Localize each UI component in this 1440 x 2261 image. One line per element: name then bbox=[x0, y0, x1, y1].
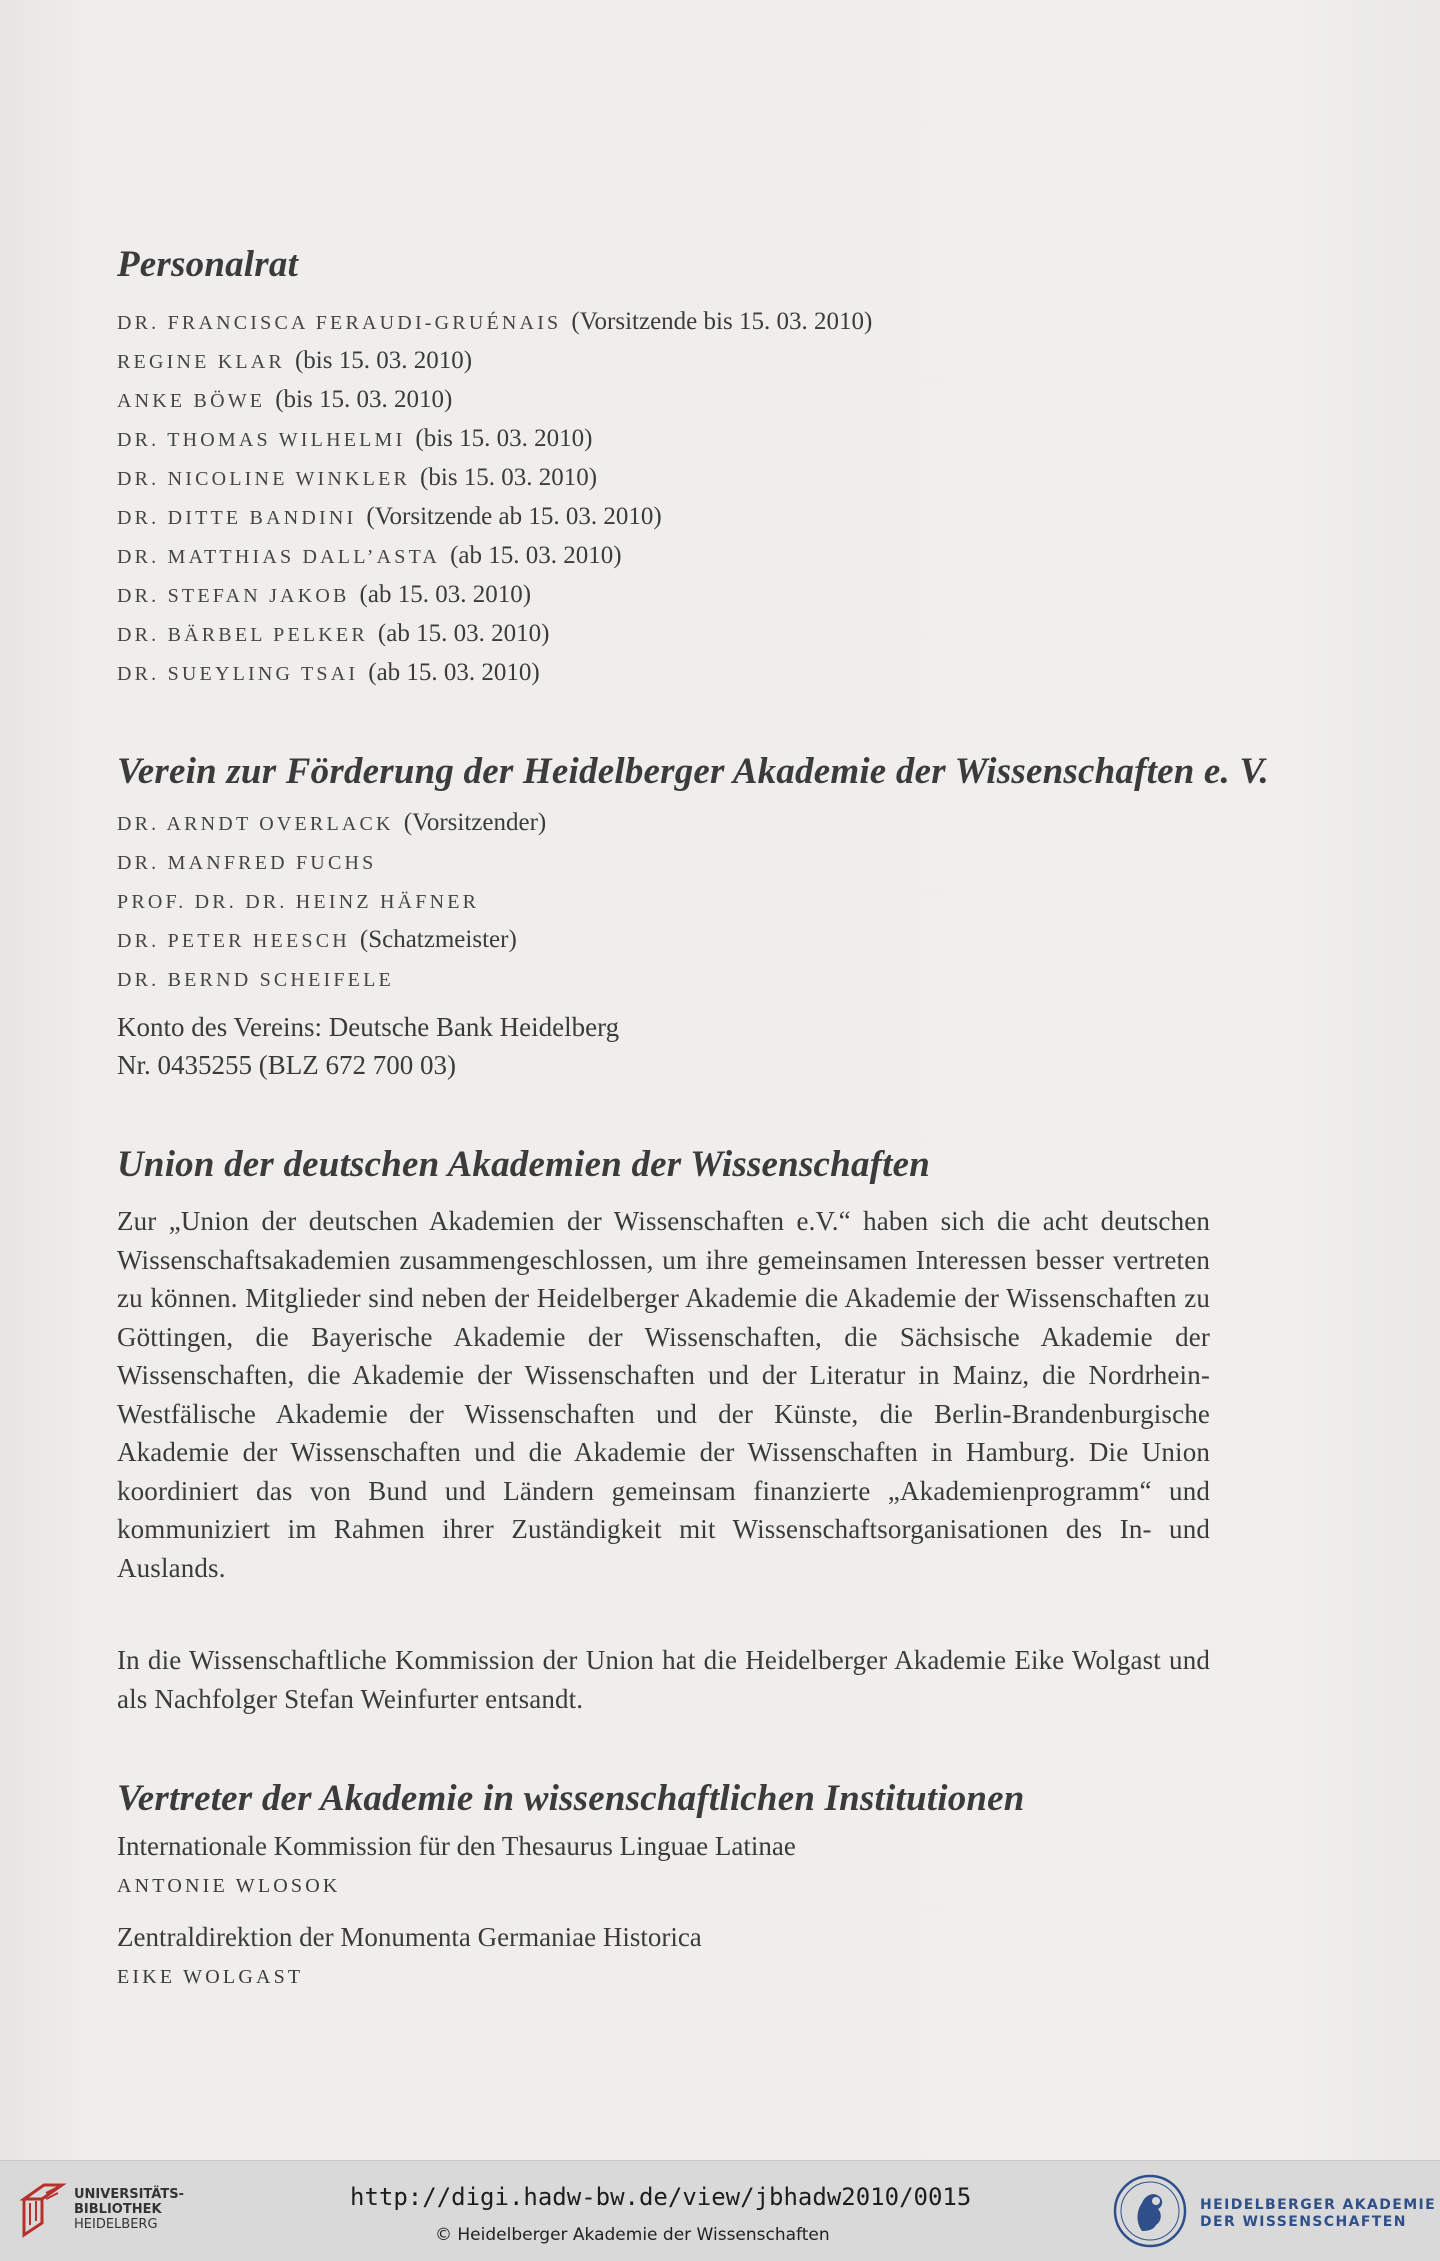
section-title-union: Union der deutschen Akademien der Wissenschaften bbox=[117, 1144, 931, 1185]
member-name: ANKE BÖWE bbox=[117, 390, 266, 412]
member-note: (bis 15. 03. 2010) bbox=[294, 347, 473, 374]
verein-member-list bbox=[117, 803, 546, 998]
list-item bbox=[117, 842, 546, 881]
academy-seal-icon bbox=[1112, 2173, 1188, 2249]
personalrat-member-list bbox=[117, 302, 872, 692]
university-library-logo[interactable] bbox=[18, 2175, 184, 2245]
list-item bbox=[117, 959, 546, 998]
union-paragraph-delegates: In die Wissenschaftliche Kommission der Union hat die Heidelberger Akademie Eike Wolgast und als Nachfolger Stefan Weinfurter entsandt. bbox=[117, 1645, 1210, 1714]
member-name: DR. STEFAN JAKOB bbox=[117, 585, 350, 607]
section-title-personalrat: Personalrat bbox=[117, 244, 299, 285]
list-item bbox=[117, 653, 872, 692]
library-logo-line: BIBLIOTHEK bbox=[74, 2202, 162, 2217]
member-name: DR. BERND SCHEIFELE bbox=[117, 969, 394, 991]
section-title-verein: Verein zur Förderung der Heidelberger Akademie der Wissenschaften e. V. bbox=[117, 751, 1270, 792]
library-logo-icon bbox=[18, 2179, 68, 2241]
member-name: DR. BÄRBEL PELKER bbox=[117, 624, 368, 646]
list-item bbox=[117, 881, 546, 920]
member-name: DR. MATTHIAS DALL’ASTA bbox=[117, 546, 441, 568]
viewer-footer bbox=[0, 2160, 1440, 2261]
member-name: DR. THOMAS WILHELMI bbox=[117, 429, 406, 451]
member-note: (ab 15. 03. 2010) bbox=[450, 542, 622, 569]
konto-number-line: Nr. 0435255 (BLZ 672 700 03) bbox=[117, 1050, 456, 1080]
member-note: (bis 15. 03. 2010) bbox=[420, 464, 598, 491]
member-name: DR. FRANCISCA FERAUDI-GRUÉNAIS bbox=[117, 312, 562, 334]
member-name: REGINE KLAR bbox=[117, 351, 285, 373]
member-note: (Vorsitzende bis 15. 03. 2010) bbox=[571, 308, 873, 335]
member-name: DR. DITTE BANDINI bbox=[117, 507, 357, 529]
list-item bbox=[117, 380, 872, 419]
member-note: (bis 15. 03. 2010) bbox=[275, 386, 453, 413]
member-note: (bis 15. 03. 2010) bbox=[415, 425, 593, 452]
academy-logo-line: DER WISSENSCHAFTEN bbox=[1200, 2214, 1407, 2230]
member-note: (ab 15. 03. 2010) bbox=[359, 581, 532, 608]
list-item bbox=[117, 803, 546, 842]
list-item bbox=[117, 302, 872, 341]
institution-name: Zentraldirektion der Monumenta Germaniae Historica bbox=[117, 1922, 702, 1952]
member-note: (ab 15. 03. 2010) bbox=[377, 620, 550, 647]
member-note: (Vorsitzender) bbox=[403, 809, 547, 836]
representative-name: ANTONIE WLOSOK bbox=[117, 1875, 341, 1897]
member-name: DR. PETER HEESCH bbox=[117, 930, 350, 952]
list-item bbox=[117, 419, 872, 458]
member-note: (Vorsitzende ab 15. 03. 2010) bbox=[366, 503, 662, 530]
member-name: DR. NICOLINE WINKLER bbox=[117, 468, 411, 490]
list-item bbox=[117, 458, 872, 497]
member-name: DR. MANFRED FUCHS bbox=[117, 852, 377, 874]
member-name: DR. ARNDT OVERLACK bbox=[117, 813, 394, 835]
list-item bbox=[117, 575, 872, 614]
list-item bbox=[117, 614, 872, 653]
permalink-url[interactable]: http://digi.hadw-bw.de/view/jbhadw2010/0015 bbox=[350, 2183, 972, 2211]
representative-name: EIKE WOLGAST bbox=[117, 1966, 304, 1988]
list-item bbox=[117, 920, 546, 959]
list-item bbox=[117, 341, 872, 380]
library-logo-line: HEIDELBERG bbox=[74, 2217, 158, 2232]
member-name: DR. SUEYLING TSAI bbox=[117, 663, 359, 685]
list-item bbox=[117, 497, 872, 536]
academy-logo[interactable] bbox=[1112, 2171, 1437, 2251]
copyright-notice: © Heidelberger Akademie der Wissenschaften bbox=[435, 2225, 830, 2245]
member-note: (Schatzmeister) bbox=[359, 926, 517, 953]
section-title-vertreter: Vertreter der Akademie in wissenschaftlichen Institutionen bbox=[117, 1778, 1025, 1819]
konto-line: Konto des Vereins: Deutsche Bank Heidelberg bbox=[117, 1012, 620, 1042]
member-name: PROF. DR. DR. HEINZ HÄFNER bbox=[117, 891, 480, 913]
union-paragraph: Zur „Union der deutschen Akademien der Wissenschaften e.V.“ haben sich die acht deutschen Wissenschaftsakademien zusammengeschlossen, um ihre gemeinsamen Interessen besser vertreten zu können. Mitglieder sind neben der Heidelberger Akademie die Akademie der Wissenschaften zu Göttingen, die Bayerische Akademie der Wissenschaften, die Sächsische Akademie der Wissenschaften, die Akademie der Wissenschaften und der Literatur in Mainz, die Nordrhein-Westfälische Akademie der Wissenschaften und der Künste, die Berlin-Brandenburgische Akademie der Wissenschaften und die Akademie der Wissenschaften in Hamburg. Die Union koordiniert das von Bund und Ländern gemeinsam finanzierte „Akademienprogramm“ und kommuniziert im Rahmen ihrer Zuständigkeit mit Wissenschaftsorganisationen des In- und Auslands. bbox=[117, 1206, 1210, 1583]
library-logo-line: UNIVERSITÄTS- bbox=[74, 2187, 184, 2202]
academy-logo-line: HEIDELBERGER AKADEMIE bbox=[1200, 2197, 1437, 2213]
institution-name: Internationale Kommission für den Thesaurus Linguae Latinae bbox=[117, 1831, 796, 1861]
list-item bbox=[117, 536, 872, 575]
member-note: (ab 15. 03. 2010) bbox=[368, 659, 540, 686]
